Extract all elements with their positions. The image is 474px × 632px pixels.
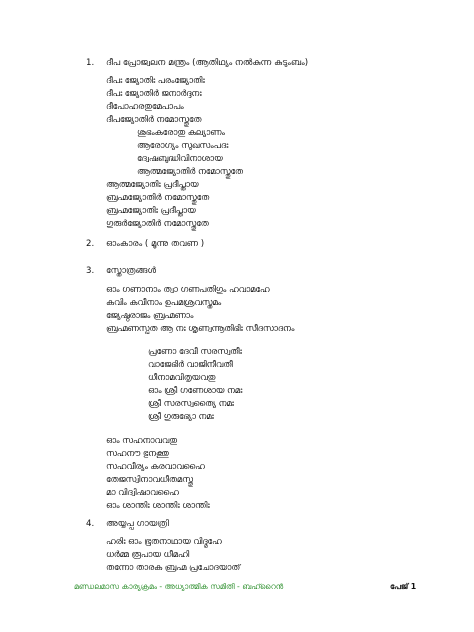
verse-line: മാ വിദ്വിഷാവഹൈ [106, 487, 179, 497]
section-3-heading [86, 266, 156, 276]
verse-line: തേജസ്വിനാവധീതമസ്തു [106, 474, 193, 484]
section-4-heading [86, 519, 169, 529]
verse-line: ബ്രഹ്മജ്യോതിഃ പ്രദീപ്തായ [106, 205, 196, 215]
section-1-heading [86, 58, 308, 68]
section-number: 3. [86, 266, 95, 276]
verse-line: ആത്മജ്യോതിഃ പ്രദീപ്തായ [106, 179, 199, 189]
section-number: 2. [86, 239, 95, 249]
verse-line: ഓം സഹനാവവതു [106, 435, 177, 445]
section-title: ഓംകാരം ( മൂന്നു തവണ ) [106, 239, 205, 249]
verse-line: തന്നോ താരക ബ്രഹ്മ പ്രചോദയാത് [106, 562, 241, 572]
verse-line: ഹരിഃ ഓം ഭൂതനാഥായ വിദ്മഹേ [106, 536, 222, 546]
verse-line: വാജേഭിർ വാജിനീവതീ [148, 359, 233, 369]
verse-line: ദ്വേഷബുദ്ധിവിനാശായ [137, 153, 223, 163]
verse-line: ജ്യേഷ്ഠരാജം ബ്രഹ്മണാം [106, 310, 194, 320]
verse-line: സഹവീര്യം കരവാവഹൈ [106, 461, 205, 471]
verse-line: ധർമ്മ രൂപായ ധീമഹി [106, 549, 190, 559]
section-number: 4. [86, 519, 95, 529]
verse-line: കവിം കവീനാം ഉപമശ്രവസ്തമം [106, 297, 222, 307]
verse-line: ബ്രഹ്മണസ്പത ആ നഃ ശൃണ്വന്നൂതിഭിഃ സീദസാദനം [106, 323, 295, 333]
section-number: 1. [86, 58, 95, 68]
verse-line: പ്രണോ ദേവീ സരസ്വതീഃ [148, 346, 242, 356]
verse-line: സഹനൗ ഭുനക്തു [106, 448, 169, 458]
verse-line: ശ്രീ ഗുരുഭ്യോ നമഃ [148, 411, 214, 421]
verse-line: ആത്മജ്യോതിർ നമോസ്തുതേ [137, 166, 243, 176]
verse-line: ദീപോഹരതുമേപാപം [106, 101, 184, 111]
page-footer: മണ്ഡലമാസ കാര്യക്രമം - അധ്യാത്മിക സമിതി - ബഹ്റൈൻ [74, 582, 284, 591]
verse-line: ബ്രഹ്മജ്യോതിർ നമോസ്തുതേ [106, 192, 210, 202]
verse-line: ശ്രീ സരസ്വത്യൈ നമഃ [148, 398, 234, 408]
verse-line: ഓം ഗണാനാം ത്വാ ഗണപതിഗും ഹവാമഹേ [106, 284, 270, 294]
section-title: അയ്യപ്പ ഗായത്രി [106, 519, 169, 529]
verse-line: ദീപഃ ജ്യോതിഃ പരംജ്യോതിഃ [106, 75, 205, 85]
verse-line: ഗുരുർജ്യോതിർ നമോസ്തുതേ [106, 218, 209, 228]
verse-line: ദീപഃ ജ്യോതിർ ജനാർദ്ദനഃ [106, 88, 202, 98]
section-title: ദീപ പ്രോജ്വലന മന്ത്രം (ആതിഥ്യം നൽകുന്ന കുടുംബം) [106, 58, 309, 68]
verse-line: ആരോഗ്യം സുഖസംപദഃ [137, 140, 229, 150]
section-2-heading [86, 239, 204, 249]
verse-line: ഓം ശാന്തിഃ ശാന്തിഃ ശാന്തിഃ [106, 500, 210, 510]
verse-line: ദീപജ്യോതിർ നമോസ്തുതേ [106, 114, 202, 124]
verse-line: ശുഭംകരോതു കല്യാണം [137, 127, 225, 137]
verse-line: ധീനാമവിതൃയവതു [148, 372, 216, 382]
section-title: സ്തോത്രങ്ങൾ [106, 266, 157, 276]
page-number: പേജ് 1 [390, 582, 417, 591]
verse-line: ഓം ശ്രീ ഗണേശായ നമഃ [148, 385, 243, 395]
